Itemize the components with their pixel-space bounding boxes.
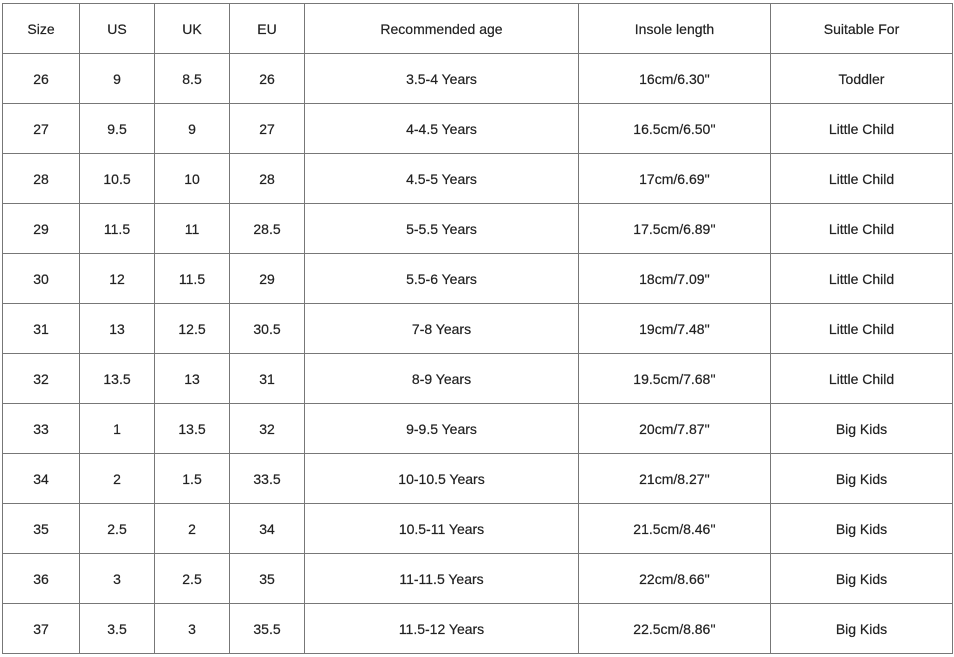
suitable-for-cell: Little Child bbox=[771, 154, 953, 204]
recommended-age-cell: 9-9.5 Years bbox=[305, 404, 579, 454]
table-row bbox=[3, 604, 953, 654]
suitable-for-cell: Little Child bbox=[771, 204, 953, 254]
us-cell: 3 bbox=[80, 554, 155, 604]
uk-cell: 1.5 bbox=[155, 454, 230, 504]
uk-cell: 10 bbox=[155, 154, 230, 204]
table-row bbox=[3, 54, 953, 104]
header-recommended-age: Recommended age bbox=[305, 4, 579, 54]
suitable-for-cell: Toddler bbox=[771, 54, 953, 104]
size-cell: 33 bbox=[3, 404, 80, 454]
table-body bbox=[3, 54, 953, 654]
uk-cell: 13.5 bbox=[155, 404, 230, 454]
suitable-for-cell: Big Kids bbox=[771, 554, 953, 604]
header-suitable-for: Suitable For bbox=[771, 4, 953, 54]
header-us: US bbox=[80, 4, 155, 54]
eu-cell: 34 bbox=[230, 504, 305, 554]
size-cell: 37 bbox=[3, 604, 80, 654]
size-cell: 26 bbox=[3, 54, 80, 104]
recommended-age-cell: 4.5-5 Years bbox=[305, 154, 579, 204]
header-insole-length: Insole length bbox=[579, 4, 771, 54]
insole-length-cell: 19.5cm/7.68'' bbox=[579, 354, 771, 404]
table-row bbox=[3, 204, 953, 254]
us-cell: 1 bbox=[80, 404, 155, 454]
suitable-for-cell: Little Child bbox=[771, 104, 953, 154]
uk-cell: 13 bbox=[155, 354, 230, 404]
table-row bbox=[3, 154, 953, 204]
eu-cell: 28.5 bbox=[230, 204, 305, 254]
suitable-for-cell: Big Kids bbox=[771, 404, 953, 454]
recommended-age-cell: 5.5-6 Years bbox=[305, 254, 579, 304]
recommended-age-cell: 11-11.5 Years bbox=[305, 554, 579, 604]
suitable-for-cell: Little Child bbox=[771, 354, 953, 404]
size-cell: 30 bbox=[3, 254, 80, 304]
uk-cell: 2 bbox=[155, 504, 230, 554]
eu-cell: 31 bbox=[230, 354, 305, 404]
insole-length-cell: 18cm/7.09'' bbox=[579, 254, 771, 304]
header-row bbox=[3, 4, 953, 54]
us-cell: 9 bbox=[80, 54, 155, 104]
eu-cell: 32 bbox=[230, 404, 305, 454]
us-cell: 9.5 bbox=[80, 104, 155, 154]
eu-cell: 33.5 bbox=[230, 454, 305, 504]
suitable-for-cell: Big Kids bbox=[771, 604, 953, 654]
size-cell: 34 bbox=[3, 454, 80, 504]
recommended-age-cell: 8-9 Years bbox=[305, 354, 579, 404]
uk-cell: 11.5 bbox=[155, 254, 230, 304]
eu-cell: 28 bbox=[230, 154, 305, 204]
size-cell: 31 bbox=[3, 304, 80, 354]
size-cell: 36 bbox=[3, 554, 80, 604]
table-row bbox=[3, 504, 953, 554]
insole-length-cell: 22cm/8.66'' bbox=[579, 554, 771, 604]
size-cell: 28 bbox=[3, 154, 80, 204]
recommended-age-cell: 3.5-4 Years bbox=[305, 54, 579, 104]
eu-cell: 35 bbox=[230, 554, 305, 604]
suitable-for-cell: Little Child bbox=[771, 304, 953, 354]
insole-length-cell: 17.5cm/6.89'' bbox=[579, 204, 771, 254]
header-eu: EU bbox=[230, 4, 305, 54]
us-cell: 11.5 bbox=[80, 204, 155, 254]
recommended-age-cell: 7-8 Years bbox=[305, 304, 579, 354]
recommended-age-cell: 10-10.5 Years bbox=[305, 454, 579, 504]
size-chart-table bbox=[2, 3, 953, 654]
us-cell: 2 bbox=[80, 454, 155, 504]
size-cell: 29 bbox=[3, 204, 80, 254]
table-row bbox=[3, 554, 953, 604]
insole-length-cell: 21.5cm/8.46'' bbox=[579, 504, 771, 554]
size-cell: 27 bbox=[3, 104, 80, 154]
insole-length-cell: 16cm/6.30'' bbox=[579, 54, 771, 104]
us-cell: 13.5 bbox=[80, 354, 155, 404]
recommended-age-cell: 5-5.5 Years bbox=[305, 204, 579, 254]
table-row bbox=[3, 354, 953, 404]
eu-cell: 26 bbox=[230, 54, 305, 104]
suitable-for-cell: Little Child bbox=[771, 254, 953, 304]
table-row bbox=[3, 404, 953, 454]
uk-cell: 3 bbox=[155, 604, 230, 654]
uk-cell: 2.5 bbox=[155, 554, 230, 604]
insole-length-cell: 20cm/7.87'' bbox=[579, 404, 771, 454]
us-cell: 2.5 bbox=[80, 504, 155, 554]
recommended-age-cell: 11.5-12 Years bbox=[305, 604, 579, 654]
insole-length-cell: 16.5cm/6.50'' bbox=[579, 104, 771, 154]
uk-cell: 11 bbox=[155, 204, 230, 254]
header-size: Size bbox=[3, 4, 80, 54]
us-cell: 10.5 bbox=[80, 154, 155, 204]
recommended-age-cell: 10.5-11 Years bbox=[305, 504, 579, 554]
insole-length-cell: 22.5cm/8.86'' bbox=[579, 604, 771, 654]
uk-cell: 8.5 bbox=[155, 54, 230, 104]
us-cell: 13 bbox=[80, 304, 155, 354]
uk-cell: 9 bbox=[155, 104, 230, 154]
eu-cell: 27 bbox=[230, 104, 305, 154]
suitable-for-cell: Big Kids bbox=[771, 454, 953, 504]
us-cell: 12 bbox=[80, 254, 155, 304]
eu-cell: 30.5 bbox=[230, 304, 305, 354]
size-cell: 35 bbox=[3, 504, 80, 554]
header-uk: UK bbox=[155, 4, 230, 54]
insole-length-cell: 17cm/6.69'' bbox=[579, 154, 771, 204]
eu-cell: 35.5 bbox=[230, 604, 305, 654]
table-row bbox=[3, 454, 953, 504]
table-row bbox=[3, 104, 953, 154]
table-row bbox=[3, 254, 953, 304]
size-cell: 32 bbox=[3, 354, 80, 404]
table-row bbox=[3, 304, 953, 354]
table-header bbox=[3, 4, 953, 54]
recommended-age-cell: 4-4.5 Years bbox=[305, 104, 579, 154]
us-cell: 3.5 bbox=[80, 604, 155, 654]
uk-cell: 12.5 bbox=[155, 304, 230, 354]
eu-cell: 29 bbox=[230, 254, 305, 304]
suitable-for-cell: Big Kids bbox=[771, 504, 953, 554]
insole-length-cell: 21cm/8.27'' bbox=[579, 454, 771, 504]
insole-length-cell: 19cm/7.48'' bbox=[579, 304, 771, 354]
